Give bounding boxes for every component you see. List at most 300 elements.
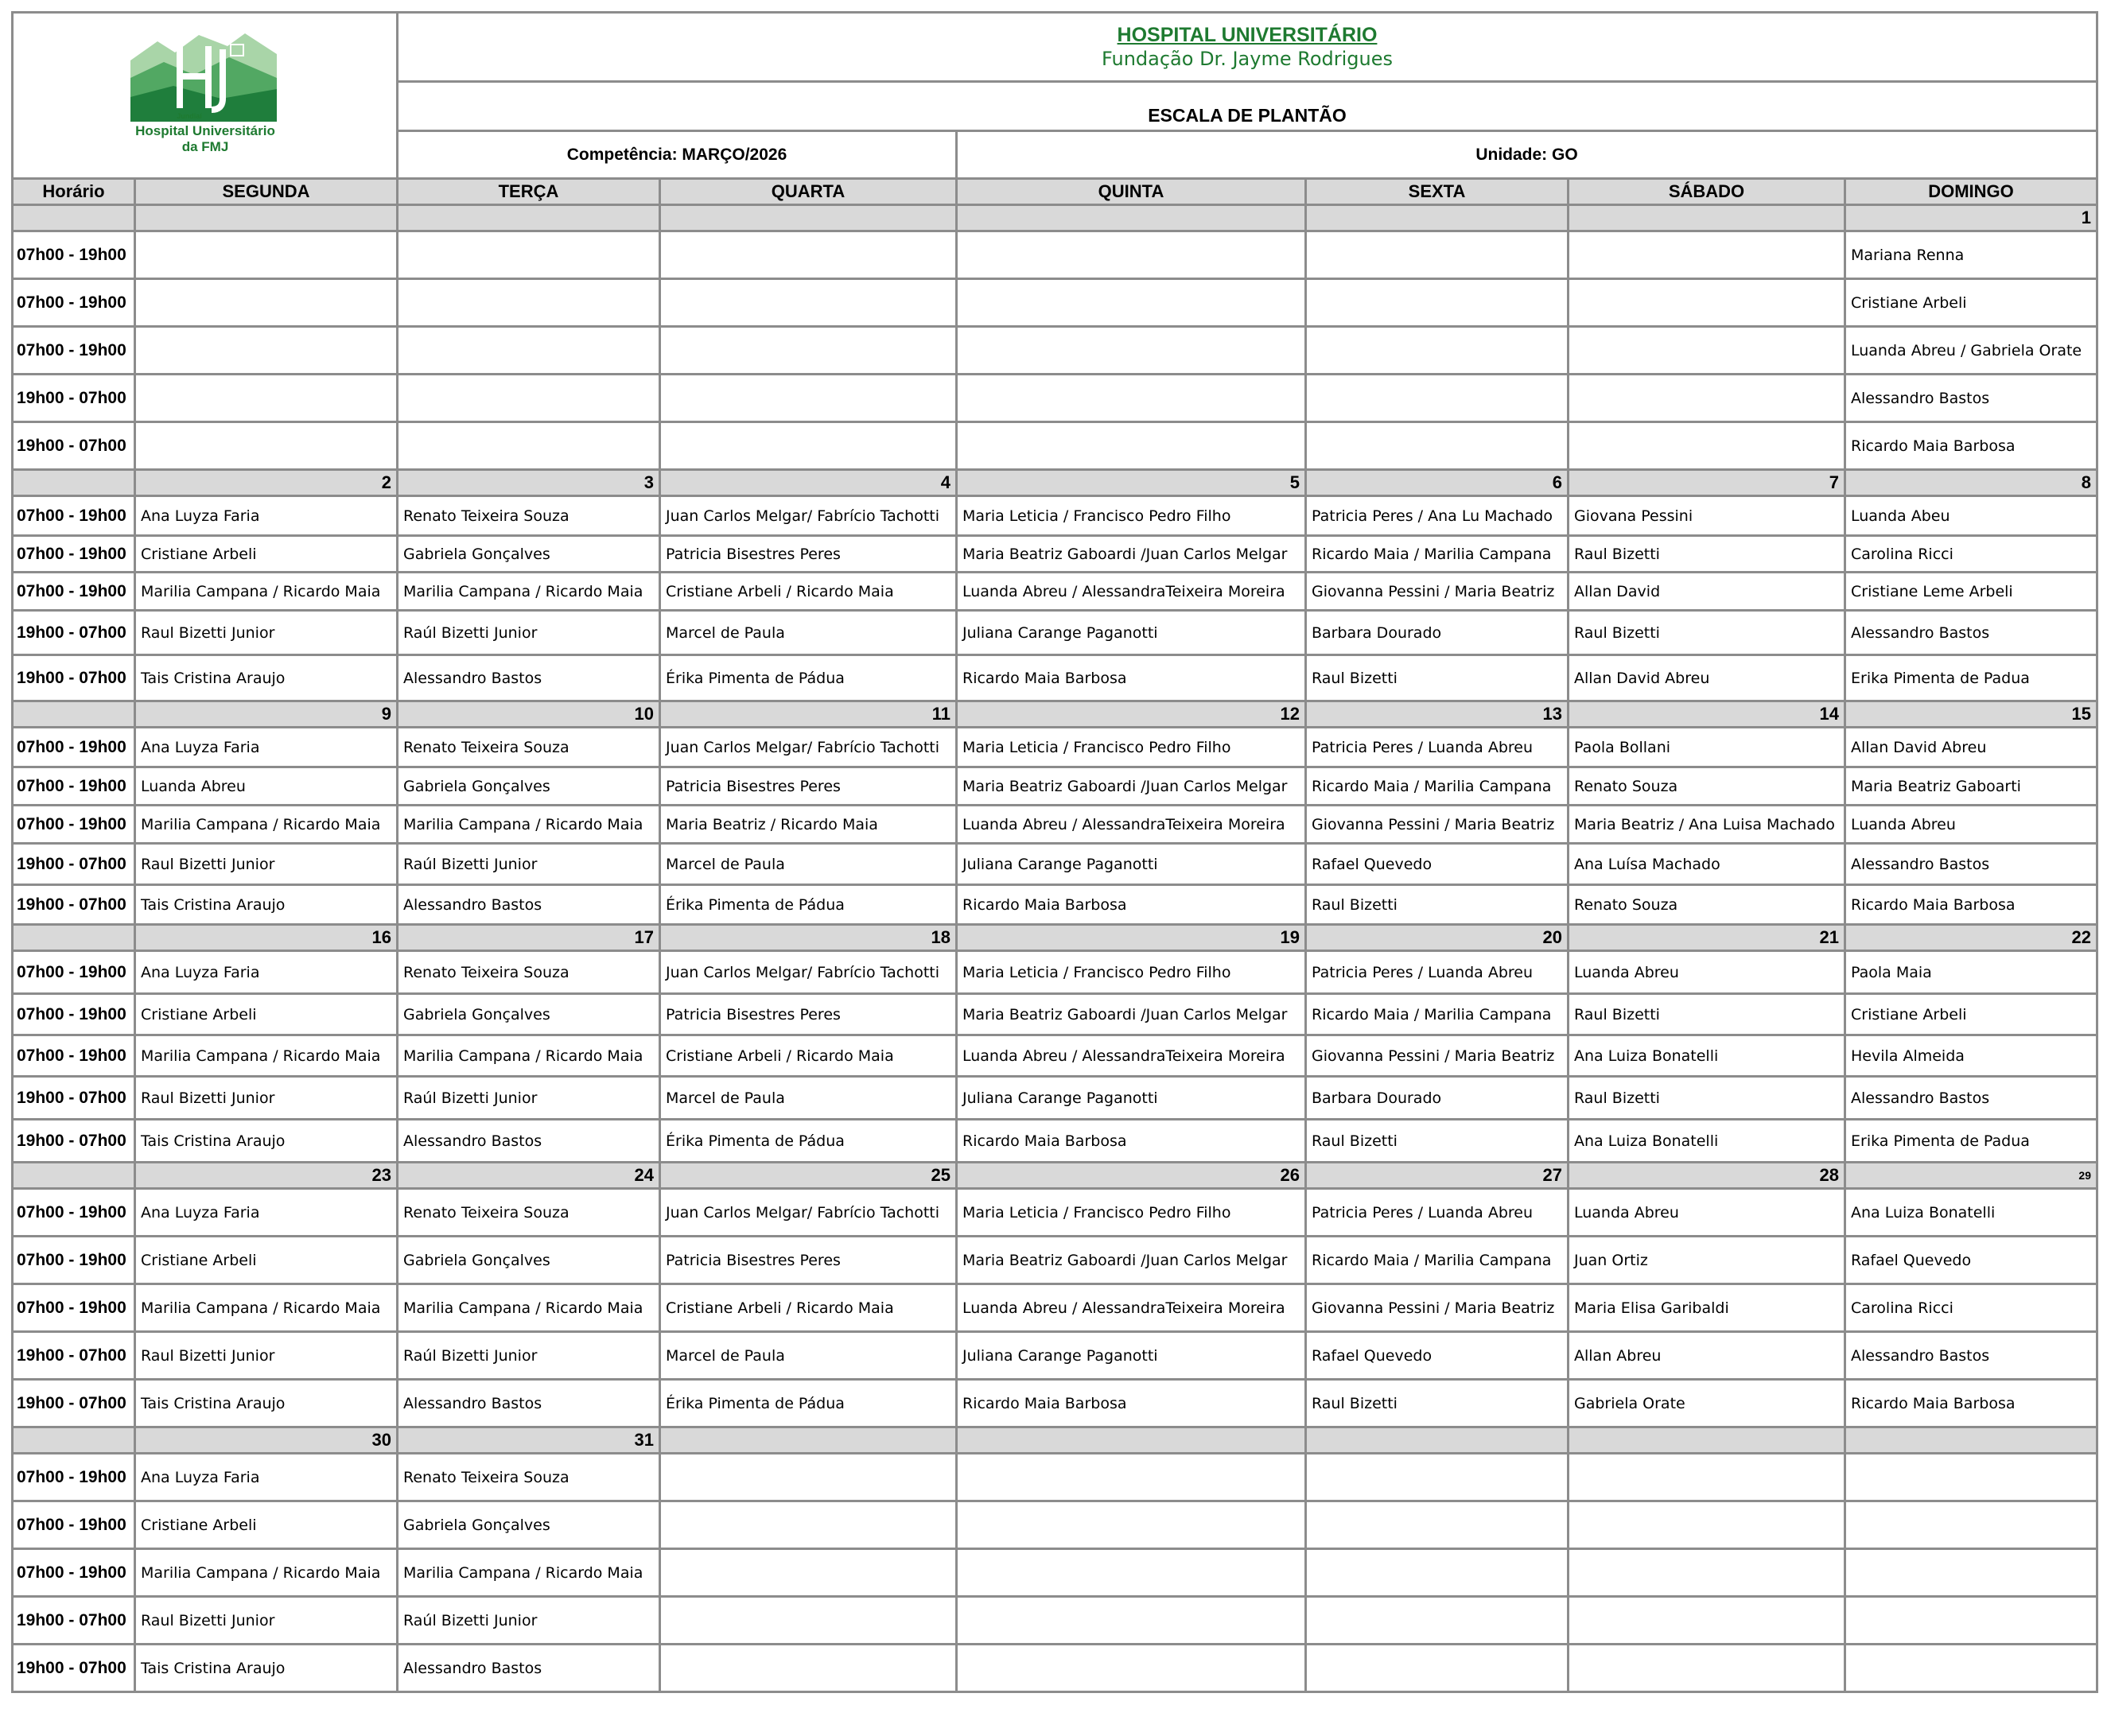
staff-cell: Marilia Campana / Ricardo Maia: [398, 573, 660, 611]
staff-cell: [1569, 327, 1845, 375]
shift-time: 07h00 - 19h00: [13, 1035, 135, 1077]
staff-cell: Raul Bizetti: [1306, 655, 1569, 701]
shift-row: [13, 994, 2097, 1035]
staff-cell: Cristiane Arbeli: [135, 536, 398, 573]
staff-cell: Paola Maia: [1845, 951, 2097, 994]
staff-cell: Ana Luyza Faria: [135, 728, 398, 767]
staff-cell: Luanda Abreu / AlessandraTeixeira Moreira: [957, 806, 1306, 844]
staff-cell: Rafael Quevedo: [1306, 1332, 1569, 1380]
shift-row: [13, 496, 2097, 536]
staff-cell: Ricardo Maia / Marilia Campana: [1306, 767, 1569, 806]
date-row-spacer: [13, 205, 135, 231]
shift-time: 07h00 - 19h00: [13, 728, 135, 767]
column-header-sexta: SEXTA: [1306, 179, 1569, 205]
staff-cell: [398, 231, 660, 279]
staff-cell: Renato Teixeira Souza: [398, 1454, 660, 1501]
shift-row: [13, 375, 2097, 422]
date-cell: 11: [660, 701, 957, 728]
date-row: [13, 1163, 2097, 1189]
staff-cell: Marcel de Paula: [660, 1332, 957, 1380]
date-cell: [1306, 205, 1569, 231]
staff-cell: Raul Bizetti Junior: [135, 1597, 398, 1645]
staff-cell: Raul Bizetti Junior: [135, 1077, 398, 1120]
shift-time: 19h00 - 07h00: [13, 1597, 135, 1645]
staff-cell: [1306, 279, 1569, 327]
staff-cell: Gabriela Gonçalves: [398, 1237, 660, 1284]
staff-cell: Marilia Campana / Ricardo Maia: [398, 1549, 660, 1597]
staff-cell: Raul Bizetti: [1569, 994, 1845, 1035]
staff-cell: [1569, 1549, 1845, 1597]
staff-cell: Gabriela Orate: [1569, 1380, 1845, 1427]
shift-time: 07h00 - 19h00: [13, 994, 135, 1035]
date-cell: [660, 1427, 957, 1454]
staff-cell: Cristiane Arbeli / Ricardo Maia: [660, 573, 957, 611]
staff-cell: Cristiane Arbeli: [135, 1237, 398, 1284]
foundation-name: Fundação Dr. Jayme Rodrigues: [1102, 48, 1393, 70]
staff-cell: [1845, 1501, 2097, 1549]
staff-cell: Mariana Renna: [1845, 231, 2097, 279]
staff-cell: Renato Souza: [1569, 767, 1845, 806]
staff-cell: Erika Pimenta de Padua: [1845, 1120, 2097, 1163]
date-cell: 21: [1569, 925, 1845, 951]
staff-cell: Maria Leticia / Francisco Pedro Filho: [957, 951, 1306, 994]
staff-cell: Luanda Abreu: [135, 767, 398, 806]
staff-cell: Juliana Carange Paganotti: [957, 1077, 1306, 1120]
staff-cell: [1569, 1645, 1845, 1692]
date-cell: 5: [957, 470, 1306, 496]
shift-row: [13, 1120, 2097, 1163]
staff-cell: [135, 375, 398, 422]
staff-cell: Marilia Campana / Ricardo Maia: [135, 1035, 398, 1077]
staff-cell: Rafael Quevedo: [1306, 844, 1569, 885]
date-cell: 18: [660, 925, 957, 951]
staff-cell: Ana Luiza Bonatelli: [1845, 1189, 2097, 1237]
staff-cell: Raúl Bizetti Junior: [398, 1597, 660, 1645]
shift-row: [13, 1237, 2097, 1284]
staff-cell: Luanda Abreu: [1845, 806, 2097, 844]
date-cell: [1306, 1427, 1569, 1454]
staff-cell: Alessandro Bastos: [398, 885, 660, 925]
staff-cell: Patricia Bisestres Peres: [660, 1237, 957, 1284]
staff-cell: Gabriela Gonçalves: [398, 1501, 660, 1549]
staff-cell: Raul Bizetti: [1306, 885, 1569, 925]
staff-cell: [1569, 375, 1845, 422]
staff-cell: [660, 375, 957, 422]
shift-row: [13, 885, 2097, 925]
shift-time: 07h00 - 19h00: [13, 327, 135, 375]
staff-cell: Patricia Peres / Luanda Abreu: [1306, 728, 1569, 767]
staff-cell: Luanda Abreu / AlessandraTeixeira Moreira: [957, 1035, 1306, 1077]
staff-cell: Luanda Abreu / Gabriela Orate: [1845, 327, 2097, 375]
date-cell: [1569, 205, 1845, 231]
staff-cell: [135, 327, 398, 375]
shift-row: [13, 1332, 2097, 1380]
staff-cell: Maria Beatriz Gaboardi /Juan Carlos Melgar: [957, 994, 1306, 1035]
staff-cell: Allan David Abreu: [1845, 728, 2097, 767]
date-cell: 26: [957, 1163, 1306, 1189]
staff-cell: Cristiane Arbeli: [1845, 279, 2097, 327]
staff-cell: [660, 1501, 957, 1549]
shift-time: 19h00 - 07h00: [13, 1077, 135, 1120]
staff-cell: [1569, 1597, 1845, 1645]
shift-time: 07h00 - 19h00: [13, 806, 135, 844]
staff-cell: [660, 231, 957, 279]
staff-cell: Gabriela Gonçalves: [398, 767, 660, 806]
date-cell: 19: [957, 925, 1306, 951]
date-row: [13, 205, 2097, 231]
staff-cell: Luanda Abreu / AlessandraTeixeira Moreira: [957, 1284, 1306, 1332]
shift-row: [13, 1077, 2097, 1120]
logo-cell: [13, 13, 398, 179]
staff-cell: Gabriela Gonçalves: [398, 994, 660, 1035]
date-cell: [1845, 1427, 2097, 1454]
shift-row: [13, 1597, 2097, 1645]
shift-row: [13, 1284, 2097, 1332]
date-cell: 12: [957, 701, 1306, 728]
staff-cell: [1845, 1597, 2097, 1645]
date-cell: [957, 205, 1306, 231]
date-row: [13, 701, 2097, 728]
column-header-quarta: QUARTA: [660, 179, 957, 205]
column-header-domingo: DOMINGO: [1845, 179, 2097, 205]
staff-cell: Tais Cristina Araujo: [135, 1380, 398, 1427]
staff-cell: Alessandro Bastos: [1845, 1077, 2097, 1120]
staff-cell: Érika Pimenta de Pádua: [660, 655, 957, 701]
staff-cell: [1306, 1549, 1569, 1597]
staff-cell: [135, 279, 398, 327]
staff-cell: Marilia Campana / Ricardo Maia: [398, 1035, 660, 1077]
date-row: [13, 1427, 2097, 1454]
staff-cell: Raúl Bizetti Junior: [398, 844, 660, 885]
date-row-spacer: [13, 1427, 135, 1454]
staff-cell: [1569, 422, 1845, 470]
unidade-label: Unidade: GO: [957, 131, 2097, 179]
staff-cell: Allan David Abreu: [1569, 655, 1845, 701]
shift-row: [13, 279, 2097, 327]
staff-cell: Tais Cristina Araujo: [135, 1120, 398, 1163]
column-header-quinta: QUINTA: [957, 179, 1306, 205]
date-cell: 2: [135, 470, 398, 496]
staff-cell: Cristiane Arbeli / Ricardo Maia: [660, 1284, 957, 1332]
staff-cell: Patricia Peres / Luanda Abreu: [1306, 1189, 1569, 1237]
staff-cell: Cristiane Arbeli / Ricardo Maia: [660, 1035, 957, 1077]
staff-cell: [957, 1645, 1306, 1692]
shift-row: [13, 1035, 2097, 1077]
staff-cell: Giovanna Pessini / Maria Beatriz: [1306, 806, 1569, 844]
staff-cell: Tais Cristina Araujo: [135, 885, 398, 925]
staff-cell: [957, 375, 1306, 422]
date-cell: 4: [660, 470, 957, 496]
staff-cell: Ricardo Maia Barbosa: [1845, 885, 2097, 925]
staff-cell: Luanda Abreu / AlessandraTeixeira Moreira: [957, 573, 1306, 611]
staff-cell: Rafael Quevedo: [1845, 1237, 2097, 1284]
staff-cell: Ana Luyza Faria: [135, 1454, 398, 1501]
shift-row: [13, 767, 2097, 806]
shift-time: 19h00 - 07h00: [13, 422, 135, 470]
date-cell: 7: [1569, 470, 1845, 496]
staff-cell: [135, 231, 398, 279]
date-row: [13, 925, 2097, 951]
staff-cell: Maria Leticia / Francisco Pedro Filho: [957, 1189, 1306, 1237]
column-header-terca: TERÇA: [398, 179, 660, 205]
staff-cell: Barbara Dourado: [1306, 611, 1569, 655]
staff-cell: Carolina Ricci: [1845, 1284, 2097, 1332]
staff-cell: Maria Leticia / Francisco Pedro Filho: [957, 728, 1306, 767]
logo-text-line2: da FMJ: [181, 138, 228, 154]
staff-cell: Juan Carlos Melgar/ Fabrício Tachotti: [660, 728, 957, 767]
staff-cell: [660, 327, 957, 375]
staff-cell: Ricardo Maia Barbosa: [957, 885, 1306, 925]
staff-cell: Gabriela Gonçalves: [398, 536, 660, 573]
staff-cell: Ricardo Maia / Marilia Campana: [1306, 1237, 1569, 1284]
date-cell: 8: [1845, 470, 2097, 496]
staff-cell: Alessandro Bastos: [1845, 375, 2097, 422]
staff-cell: [1845, 1454, 2097, 1501]
date-row: [13, 470, 2097, 496]
staff-cell: Marilia Campana / Ricardo Maia: [135, 1549, 398, 1597]
staff-cell: Maria Beatriz Gaboarti: [1845, 767, 2097, 806]
date-cell: [135, 205, 398, 231]
staff-cell: Raúl Bizetti Junior: [398, 1332, 660, 1380]
shift-time: 19h00 - 07h00: [13, 885, 135, 925]
staff-cell: Ricardo Maia / Marilia Campana: [1306, 536, 1569, 573]
staff-cell: Juan Ortiz: [1569, 1237, 1845, 1284]
shift-time: 19h00 - 07h00: [13, 375, 135, 422]
column-header-sabado: SÁBADO: [1569, 179, 1845, 205]
staff-cell: [660, 1645, 957, 1692]
staff-cell: Tais Cristina Araujo: [135, 1645, 398, 1692]
staff-cell: [1306, 1597, 1569, 1645]
staff-cell: [398, 422, 660, 470]
shift-time: 07h00 - 19h00: [13, 767, 135, 806]
staff-cell: Marilia Campana / Ricardo Maia: [135, 1284, 398, 1332]
date-cell: [1569, 1427, 1845, 1454]
weekday-header-row: [13, 179, 2097, 205]
staff-cell: Ricardo Maia Barbosa: [1845, 1380, 2097, 1427]
staff-cell: Giovanna Pessini / Maria Beatriz: [1306, 1284, 1569, 1332]
staff-cell: Cristiane Leme Arbeli: [1845, 573, 2097, 611]
date-cell: [660, 205, 957, 231]
date-cell: 24: [398, 1163, 660, 1189]
staff-cell: Raul Bizetti: [1306, 1380, 1569, 1427]
staff-cell: Marcel de Paula: [660, 611, 957, 655]
date-cell: 6: [1306, 470, 1569, 496]
staff-cell: Alessandro Bastos: [398, 1645, 660, 1692]
hospital-name: HOSPITAL UNIVERSITÁRIO: [1117, 24, 1378, 46]
staff-cell: Renato Teixeira Souza: [398, 728, 660, 767]
date-cell: [957, 1427, 1306, 1454]
staff-cell: Renato Teixeira Souza: [398, 1189, 660, 1237]
shift-time: 19h00 - 07h00: [13, 1332, 135, 1380]
staff-cell: Hevila Almeida: [1845, 1035, 2097, 1077]
shift-time: 19h00 - 07h00: [13, 844, 135, 885]
date-row-spacer: [13, 925, 135, 951]
staff-cell: Raul Bizetti: [1569, 1077, 1845, 1120]
staff-cell: [957, 1597, 1306, 1645]
shift-time: 19h00 - 07h00: [13, 655, 135, 701]
staff-cell: Giovanna Pessini / Maria Beatriz: [1306, 1035, 1569, 1077]
staff-cell: Erika Pimenta de Padua: [1845, 655, 2097, 701]
staff-cell: [1306, 1454, 1569, 1501]
shift-row: [13, 1380, 2097, 1427]
date-cell: 31: [398, 1427, 660, 1454]
staff-cell: [1306, 1501, 1569, 1549]
staff-cell: Renato Teixeira Souza: [398, 951, 660, 994]
date-cell: 14: [1569, 701, 1845, 728]
staff-cell: Marcel de Paula: [660, 1077, 957, 1120]
shift-time: 19h00 - 07h00: [13, 611, 135, 655]
staff-cell: Maria Beatriz / Ricardo Maia: [660, 806, 957, 844]
shift-time: 19h00 - 07h00: [13, 1380, 135, 1427]
staff-cell: Ana Luiza Bonatelli: [1569, 1035, 1845, 1077]
staff-cell: Allan Abreu: [1569, 1332, 1845, 1380]
staff-cell: Érika Pimenta de Pádua: [660, 885, 957, 925]
staff-cell: Maria Beatriz Gaboardi /Juan Carlos Melgar: [957, 767, 1306, 806]
staff-cell: Carolina Ricci: [1845, 536, 2097, 573]
shift-row: [13, 422, 2097, 470]
staff-cell: Raul Bizetti: [1306, 1120, 1569, 1163]
staff-cell: [1306, 327, 1569, 375]
shift-time: 07h00 - 19h00: [13, 1284, 135, 1332]
staff-cell: [1845, 1549, 2097, 1597]
staff-cell: Alessandro Bastos: [1845, 844, 2097, 885]
shift-time: 07h00 - 19h00: [13, 1454, 135, 1501]
staff-cell: Raul Bizetti Junior: [135, 1332, 398, 1380]
staff-cell: Luanda Abreu: [1569, 951, 1845, 994]
staff-cell: [1306, 1645, 1569, 1692]
staff-cell: [660, 279, 957, 327]
document-title: ESCALA DE PLANTÃO: [398, 82, 2097, 131]
staff-cell: Juan Carlos Melgar/ Fabrício Tachotti: [660, 496, 957, 536]
shift-row: [13, 536, 2097, 573]
staff-cell: Luanda Abeu: [1845, 496, 2097, 536]
staff-cell: Érika Pimenta de Pádua: [660, 1120, 957, 1163]
staff-cell: Patricia Bisestres Peres: [660, 536, 957, 573]
staff-cell: Allan David: [1569, 573, 1845, 611]
staff-cell: [957, 1501, 1306, 1549]
staff-cell: Ana Luyza Faria: [135, 496, 398, 536]
staff-cell: Tais Cristina Araujo: [135, 655, 398, 701]
shift-time: 07h00 - 19h00: [13, 536, 135, 573]
staff-cell: Giovana Pessini: [1569, 496, 1845, 536]
staff-cell: Ana Luísa Machado: [1569, 844, 1845, 885]
date-cell: 29: [1845, 1163, 2097, 1189]
staff-cell: Ricardo Maia Barbosa: [1845, 422, 2097, 470]
staff-cell: Alessandro Bastos: [398, 1380, 660, 1427]
shift-row: [13, 728, 2097, 767]
staff-cell: [957, 1549, 1306, 1597]
staff-cell: [1306, 231, 1569, 279]
staff-cell: [135, 422, 398, 470]
shift-row: [13, 1454, 2097, 1501]
column-header-segunda: SEGUNDA: [135, 179, 398, 205]
staff-cell: Renato Souza: [1569, 885, 1845, 925]
staff-cell: Marilia Campana / Ricardo Maia: [135, 806, 398, 844]
staff-cell: [660, 422, 957, 470]
shift-row: [13, 1645, 2097, 1692]
date-cell: [398, 205, 660, 231]
staff-cell: Patricia Peres / Ana Lu Machado: [1306, 496, 1569, 536]
staff-cell: Patricia Peres / Luanda Abreu: [1306, 951, 1569, 994]
staff-cell: Luanda Abreu: [1569, 1189, 1845, 1237]
staff-cell: Raúl Bizetti Junior: [398, 1077, 660, 1120]
staff-cell: Juan Carlos Melgar/ Fabrício Tachotti: [660, 1189, 957, 1237]
staff-cell: [398, 279, 660, 327]
date-cell: 10: [398, 701, 660, 728]
staff-cell: Raúl Bizetti Junior: [398, 611, 660, 655]
staff-cell: Raul Bizetti Junior: [135, 611, 398, 655]
date-row-spacer: [13, 470, 135, 496]
staff-cell: Paola Bollani: [1569, 728, 1845, 767]
staff-cell: Juliana Carange Paganotti: [957, 844, 1306, 885]
staff-cell: Marilia Campana / Ricardo Maia: [398, 1284, 660, 1332]
date-row-spacer: [13, 701, 135, 728]
staff-cell: Raul Bizetti: [1569, 536, 1845, 573]
staff-cell: Ricardo Maia Barbosa: [957, 1380, 1306, 1427]
staff-cell: Juliana Carange Paganotti: [957, 1332, 1306, 1380]
staff-cell: Raul Bizetti Junior: [135, 844, 398, 885]
shift-time: 19h00 - 07h00: [13, 1645, 135, 1692]
staff-cell: Maria Beatriz Gaboardi /Juan Carlos Melgar: [957, 1237, 1306, 1284]
shift-row: [13, 231, 2097, 279]
date-cell: 15: [1845, 701, 2097, 728]
staff-cell: Raul Bizetti: [1569, 611, 1845, 655]
shift-time: 07h00 - 19h00: [13, 1237, 135, 1284]
staff-cell: Alessandro Bastos: [398, 1120, 660, 1163]
staff-cell: Ana Luyza Faria: [135, 1189, 398, 1237]
shift-time: 07h00 - 19h00: [13, 951, 135, 994]
staff-cell: Ana Luiza Bonatelli: [1569, 1120, 1845, 1163]
shift-row: [13, 611, 2097, 655]
shift-row: [13, 844, 2097, 885]
staff-cell: Ricardo Maia Barbosa: [957, 655, 1306, 701]
shift-row: [13, 573, 2097, 611]
shift-row: [13, 951, 2097, 994]
staff-cell: Érika Pimenta de Pádua: [660, 1380, 957, 1427]
staff-cell: Alessandro Bastos: [1845, 1332, 2097, 1380]
date-cell: 13: [1306, 701, 1569, 728]
logo-small-text: Jundiaí: [176, 111, 202, 120]
staff-cell: [1306, 375, 1569, 422]
staff-cell: Ricardo Maia / Marilia Campana: [1306, 994, 1569, 1035]
staff-cell: Giovanna Pessini / Maria Beatriz: [1306, 573, 1569, 611]
shift-time: 07h00 - 19h00: [13, 496, 135, 536]
logo-text-line1: Hospital Universitário: [134, 122, 275, 138]
shift-row: [13, 1189, 2097, 1237]
schedule-table: [11, 11, 2098, 1693]
staff-cell: [957, 327, 1306, 375]
staff-cell: [957, 422, 1306, 470]
staff-cell: [957, 1454, 1306, 1501]
date-row-spacer: [13, 1163, 135, 1189]
date-cell: 3: [398, 470, 660, 496]
staff-cell: Maria Leticia / Francisco Pedro Filho: [957, 496, 1306, 536]
staff-cell: [1569, 1454, 1845, 1501]
shift-time: 07h00 - 19h00: [13, 1549, 135, 1597]
staff-cell: Marcel de Paula: [660, 844, 957, 885]
date-cell: 28: [1569, 1163, 1845, 1189]
staff-cell: [398, 375, 660, 422]
date-cell: 22: [1845, 925, 2097, 951]
staff-cell: Juan Carlos Melgar/ Fabrício Tachotti: [660, 951, 957, 994]
shift-row: [13, 1501, 2097, 1549]
staff-cell: Maria Elisa Garibaldi: [1569, 1284, 1845, 1332]
staff-cell: Cristiane Arbeli: [1845, 994, 2097, 1035]
staff-cell: Renato Teixeira Souza: [398, 496, 660, 536]
shift-time: 19h00 - 07h00: [13, 1120, 135, 1163]
column-header-horario: Horário: [13, 179, 135, 205]
staff-cell: Cristiane Arbeli: [135, 1501, 398, 1549]
